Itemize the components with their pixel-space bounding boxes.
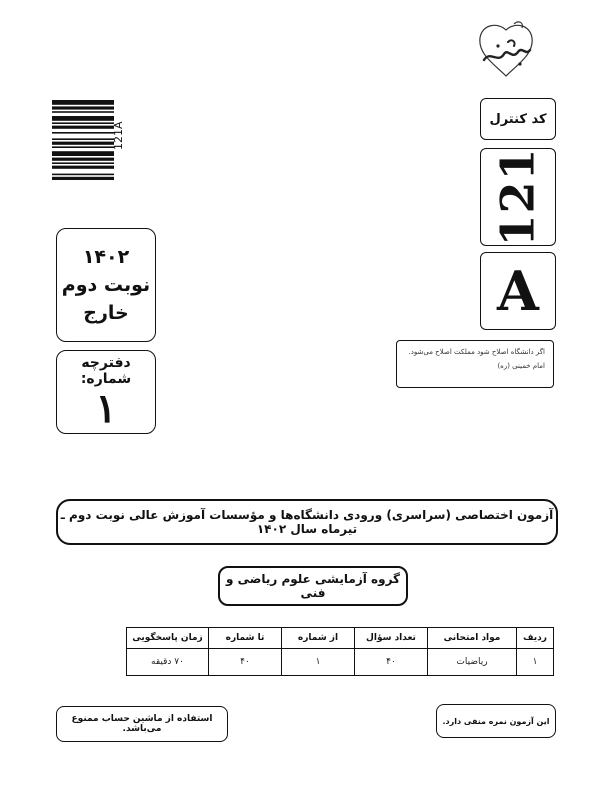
control-code-label: کد کنترل bbox=[480, 98, 556, 140]
table-row bbox=[127, 649, 554, 676]
subjects-table bbox=[126, 627, 554, 676]
barcode-bar bbox=[52, 174, 114, 176]
table-header-row bbox=[127, 628, 554, 649]
booklet-type-box bbox=[480, 252, 556, 330]
barcode-text: 121A bbox=[112, 121, 125, 150]
exam-title: آزمون اختصاصی (سراسری) ورودی دانشگاه‌ها و مؤسسات آموزش عالی نوبت دوم ـ تیرماه سال ۱۴۰۲ bbox=[56, 499, 558, 545]
quote-author: امام خمینی (ره) bbox=[497, 362, 545, 370]
booklet-number-box bbox=[56, 350, 156, 434]
exam-year: ۱۴۰۲ bbox=[82, 246, 130, 268]
barcode-bar bbox=[52, 100, 114, 105]
barcode-bar bbox=[52, 158, 114, 161]
exam-location: خارج bbox=[83, 302, 129, 324]
barcode-bar bbox=[52, 177, 114, 180]
cell-row-no: ۱ bbox=[517, 649, 554, 676]
barcode-bar bbox=[52, 122, 114, 124]
cell-question-count: ۴۰ bbox=[355, 649, 428, 676]
barcode-bar bbox=[52, 116, 114, 121]
booklet-type-letter: A bbox=[497, 259, 539, 323]
header-subject: مواد امتحانی bbox=[428, 628, 517, 649]
barcode bbox=[52, 100, 114, 208]
barcode-bar bbox=[52, 111, 114, 113]
barcode-bar bbox=[52, 106, 114, 109]
quote-box bbox=[396, 340, 554, 388]
control-code-box bbox=[480, 148, 556, 246]
header-row-no: ردیف bbox=[517, 628, 554, 649]
barcode-bar bbox=[52, 126, 114, 129]
publisher-logo-icon bbox=[468, 20, 544, 86]
cell-to-number: ۴۰ bbox=[209, 649, 282, 676]
barcode-bar bbox=[52, 138, 114, 140]
header-question-count: تعداد سؤال bbox=[355, 628, 428, 649]
header-to-number: تا شماره bbox=[209, 628, 282, 649]
booklet-number-value: ۱ bbox=[95, 385, 117, 432]
exam-info-box bbox=[56, 228, 156, 342]
barcode-bar bbox=[52, 162, 114, 164]
cell-answer-time: ۷۰ دقیقه bbox=[127, 649, 209, 676]
booklet-number-label: دفترچه شماره: bbox=[80, 355, 132, 387]
barcode-bar bbox=[52, 142, 114, 145]
barcode-bar bbox=[52, 132, 114, 134]
calculator-note: استفاده از ماشین حساب ممنوع می‌باشد. bbox=[56, 706, 228, 742]
quote-text: اگر دانشگاه اصلاح شود مملکت اصلاح می‌شود. bbox=[408, 348, 545, 356]
header-from-number: از شماره bbox=[282, 628, 355, 649]
header-answer-time: زمان پاسخگویی bbox=[127, 628, 209, 649]
exam-round: نوبت دوم bbox=[61, 274, 151, 296]
negative-marking-note: این آزمون نمره منفی دارد. bbox=[436, 704, 556, 738]
cell-from-number: ۱ bbox=[282, 649, 355, 676]
control-code-value: 121 bbox=[491, 147, 545, 247]
barcode-bar bbox=[52, 146, 114, 148]
barcode-bar bbox=[52, 166, 114, 169]
barcode-bar bbox=[52, 151, 114, 156]
cell-subject: ریاضیات bbox=[428, 649, 517, 676]
exam-group: گروه آزمایشی علوم ریاضی و فنی bbox=[218, 566, 408, 606]
